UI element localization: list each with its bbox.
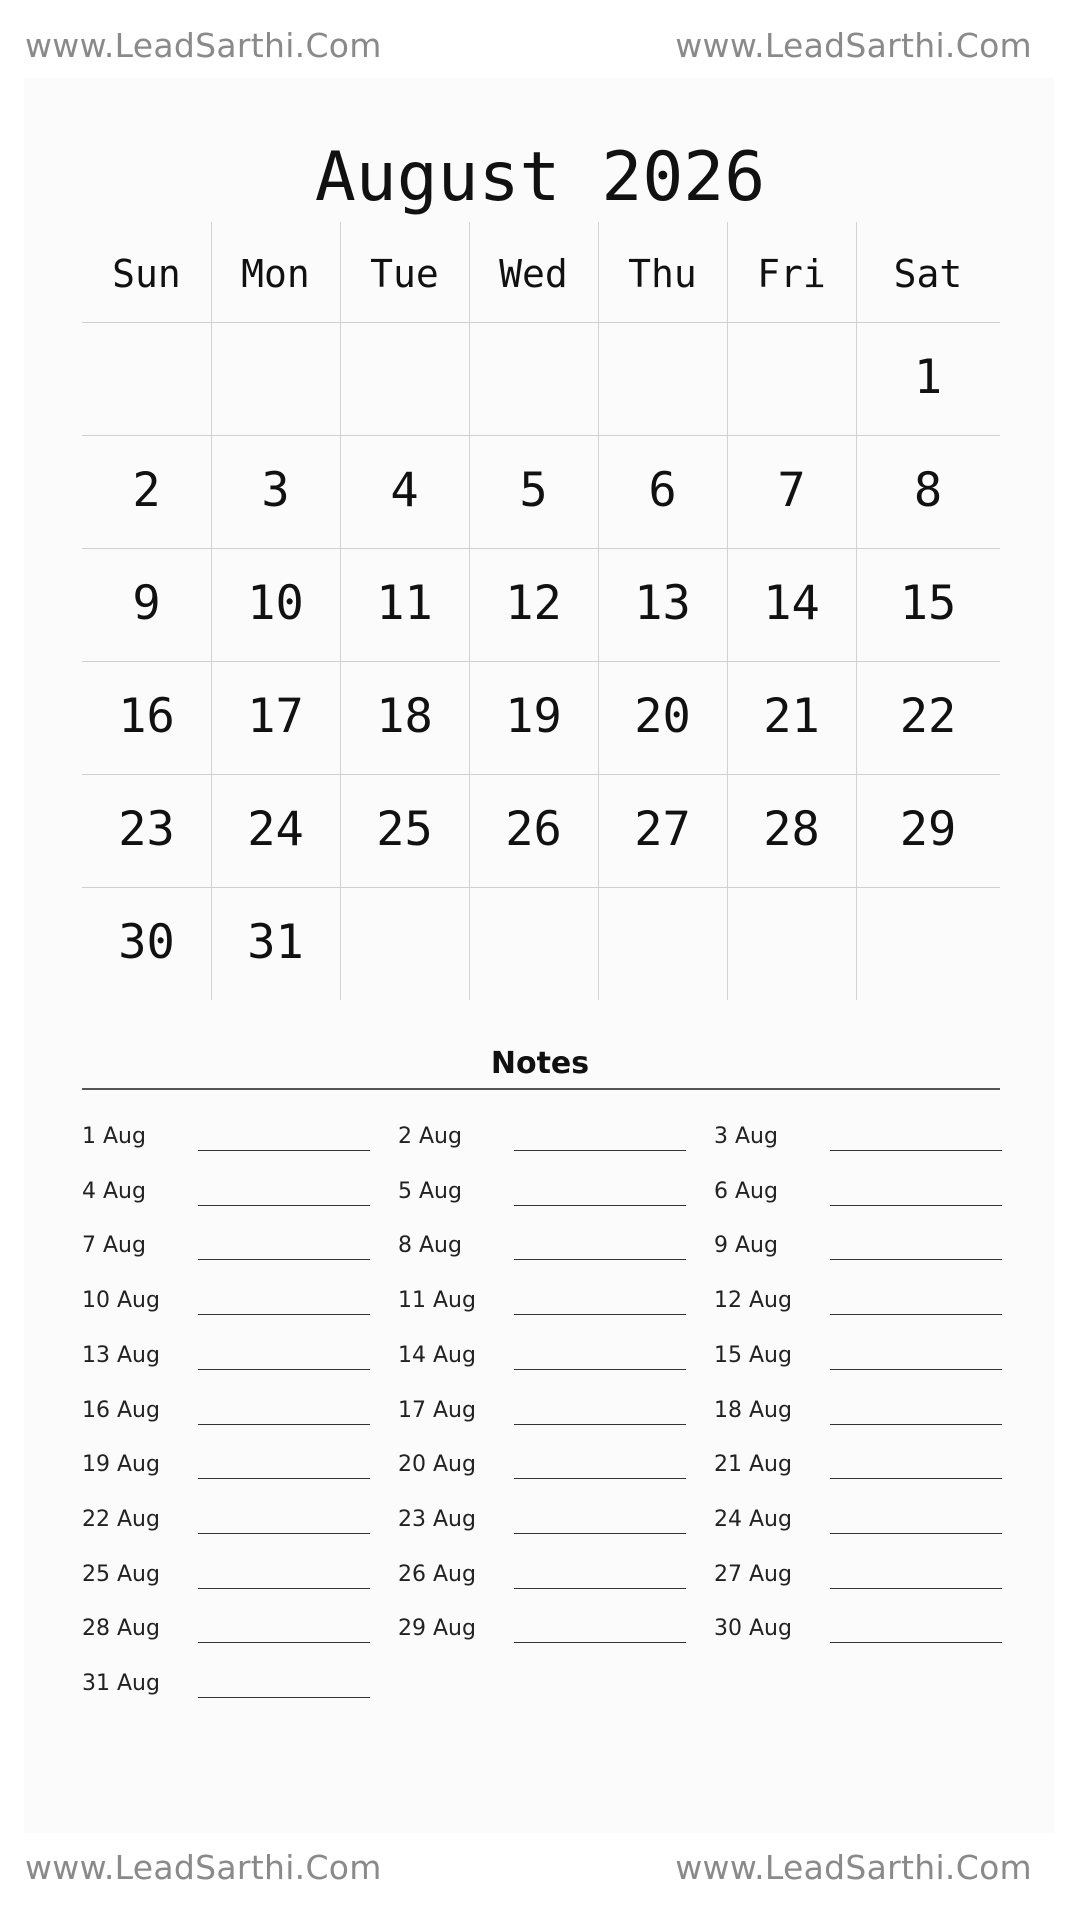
note-entry — [82, 1177, 382, 1217]
calendar-day: 21 — [763, 689, 820, 744]
watermark-bottom-left: www.LeadSarthi.Com — [25, 1848, 382, 1887]
note-entry — [82, 1505, 382, 1545]
watermark-bottom-right: www.LeadSarthi.Com — [675, 1848, 1032, 1887]
note-date-label: 5 Aug — [398, 1178, 462, 1204]
note-entry — [82, 1396, 382, 1436]
note-entry — [398, 1341, 698, 1381]
note-entry — [398, 1177, 698, 1217]
note-entry — [398, 1614, 698, 1654]
calendar-day: 19 — [505, 689, 562, 744]
calendar-day: 16 — [118, 689, 175, 744]
notes-divider — [82, 1088, 1000, 1090]
calendar-day: 11 — [376, 576, 433, 631]
calendar-day: 4 — [390, 463, 419, 518]
note-entry — [714, 1231, 1014, 1271]
calendar-day: 25 — [376, 802, 433, 857]
note-date-label: 19 Aug — [82, 1452, 160, 1478]
grid-row-line — [82, 435, 1000, 436]
calendar-day: 10 — [247, 576, 304, 631]
weekday-header: Tue — [370, 252, 439, 296]
note-write-line — [514, 1259, 686, 1260]
calendar-day: 17 — [247, 689, 304, 744]
calendar-day: 5 — [519, 463, 548, 518]
note-entry — [82, 1231, 382, 1271]
note-date-label: 17 Aug — [398, 1397, 476, 1423]
note-write-line — [514, 1205, 686, 1206]
note-write-line — [198, 1478, 370, 1479]
note-entry — [714, 1560, 1014, 1600]
note-write-line — [198, 1642, 370, 1643]
note-entry — [398, 1560, 698, 1600]
calendar-day: 28 — [763, 802, 820, 857]
calendar-day: 1 — [913, 350, 943, 405]
notes-title: Notes — [490, 1046, 590, 1081]
calendar-day: 2 — [132, 463, 161, 518]
note-write-line — [198, 1205, 370, 1206]
calendar-day: 29 — [899, 802, 957, 857]
note-write-line — [198, 1424, 370, 1425]
calendar-day: 20 — [634, 689, 691, 744]
note-date-label: 1 Aug — [82, 1124, 146, 1149]
calendar-day: 3 — [261, 463, 290, 518]
note-write-line — [830, 1369, 1002, 1370]
note-write-line — [830, 1314, 1002, 1315]
note-date-label: 12 Aug — [714, 1288, 792, 1314]
calendar-day: 7 — [777, 463, 806, 518]
weekday-header: Thu — [628, 252, 697, 296]
calendar-grid — [82, 222, 1000, 1000]
note-date-label: 8 Aug — [398, 1233, 462, 1259]
note-entry — [398, 1286, 698, 1326]
note-write-line — [830, 1205, 1002, 1206]
note-date-label: 15 Aug — [714, 1342, 792, 1368]
note-date-label: 14 Aug — [398, 1342, 476, 1368]
note-date-label: 21 Aug — [714, 1452, 792, 1478]
note-write-line — [514, 1533, 686, 1534]
month-title: August 2026 — [314, 138, 766, 217]
note-write-line — [830, 1424, 1002, 1425]
grid-row-line — [82, 661, 1000, 662]
note-write-line — [830, 1588, 1002, 1589]
note-date-label: 4 Aug — [82, 1178, 146, 1204]
calendar-day: 8 — [913, 463, 943, 518]
note-write-line — [830, 1259, 1002, 1260]
note-write-line — [198, 1697, 370, 1698]
note-date-label: 26 Aug — [398, 1561, 476, 1587]
calendar-day: 14 — [763, 576, 820, 631]
note-date-label: 25 Aug — [82, 1561, 160, 1587]
note-entry — [82, 1286, 382, 1326]
grid-row-line — [82, 322, 1000, 323]
note-write-line — [198, 1588, 370, 1589]
note-write-line — [198, 1533, 370, 1534]
note-write-line — [514, 1642, 686, 1643]
note-date-label: 27 Aug — [714, 1561, 792, 1587]
note-date-label: 13 Aug — [82, 1342, 160, 1368]
note-entry — [398, 1505, 698, 1545]
note-entry — [82, 1614, 382, 1654]
note-entry — [82, 1122, 382, 1162]
note-entry — [714, 1450, 1014, 1490]
grid-row-line — [82, 548, 1000, 549]
calendar-day: 26 — [505, 802, 562, 857]
calendar-day: 6 — [648, 463, 677, 518]
note-date-label: 23 Aug — [398, 1506, 476, 1532]
calendar-day: 23 — [118, 802, 175, 857]
note-date-label: 20 Aug — [398, 1452, 476, 1478]
note-write-line — [514, 1150, 686, 1151]
watermark-top-left: www.LeadSarthi.Com — [25, 26, 382, 65]
note-date-label: 30 Aug — [714, 1616, 792, 1642]
note-date-label: 11 Aug — [398, 1288, 476, 1314]
note-date-label: 28 Aug — [82, 1616, 160, 1642]
note-write-line — [830, 1533, 1002, 1534]
note-date-label: 31 Aug — [82, 1671, 160, 1696]
note-write-line — [198, 1150, 370, 1151]
note-write-line — [514, 1478, 686, 1479]
weekday-header: Sat — [893, 252, 963, 296]
note-write-line — [830, 1642, 1002, 1643]
calendar-day: 18 — [376, 689, 433, 744]
note-entry — [82, 1669, 382, 1709]
note-write-line — [514, 1314, 686, 1315]
note-entry — [714, 1396, 1014, 1436]
note-entry — [714, 1341, 1014, 1381]
weekday-header: Sun — [112, 252, 181, 296]
note-write-line — [198, 1314, 370, 1315]
note-entry — [398, 1450, 698, 1490]
note-write-line — [514, 1369, 686, 1370]
note-date-label: 10 Aug — [82, 1288, 160, 1314]
note-write-line — [198, 1259, 370, 1260]
note-entry — [398, 1122, 698, 1162]
note-entry — [398, 1231, 698, 1271]
note-write-line — [830, 1478, 1002, 1479]
calendar-day: 30 — [118, 915, 175, 970]
note-entry — [714, 1177, 1014, 1217]
calendar-day: 12 — [505, 576, 562, 631]
grid-row-line — [82, 887, 1000, 888]
note-date-label: 9 Aug — [714, 1233, 778, 1259]
note-date-label: 3 Aug — [714, 1124, 778, 1149]
note-entry — [82, 1450, 382, 1490]
note-date-label: 7 Aug — [82, 1233, 146, 1259]
note-entry — [398, 1396, 698, 1436]
calendar-day: 31 — [247, 915, 304, 970]
note-date-label: 29 Aug — [398, 1616, 476, 1642]
note-entry — [82, 1560, 382, 1600]
calendar-day: 24 — [247, 802, 304, 857]
note-entry — [714, 1505, 1014, 1545]
note-write-line — [514, 1424, 686, 1425]
note-date-label: 16 Aug — [82, 1397, 160, 1423]
grid-row-line — [82, 774, 1000, 775]
calendar-day: 13 — [634, 576, 691, 631]
calendar-day: 15 — [899, 576, 957, 631]
note-date-label: 24 Aug — [714, 1506, 792, 1532]
note-entry — [82, 1341, 382, 1381]
note-write-line — [514, 1588, 686, 1589]
calendar-day: 9 — [132, 576, 161, 631]
note-entry — [714, 1286, 1014, 1326]
note-write-line — [830, 1150, 1002, 1151]
weekday-header: Fri — [757, 252, 826, 296]
calendar-day: 22 — [899, 689, 957, 744]
note-date-label: 18 Aug — [714, 1397, 792, 1423]
note-date-label: 6 Aug — [714, 1178, 778, 1204]
note-write-line — [198, 1369, 370, 1370]
calendar-day: 27 — [634, 802, 691, 857]
watermark-top-right: www.LeadSarthi.Com — [675, 26, 1032, 65]
note-date-label: 2 Aug — [398, 1124, 462, 1149]
note-date-label: 22 Aug — [82, 1506, 160, 1532]
weekday-header: Wed — [499, 252, 568, 296]
note-entry — [714, 1122, 1014, 1162]
weekday-header: Mon — [241, 252, 310, 296]
note-entry — [714, 1614, 1014, 1654]
